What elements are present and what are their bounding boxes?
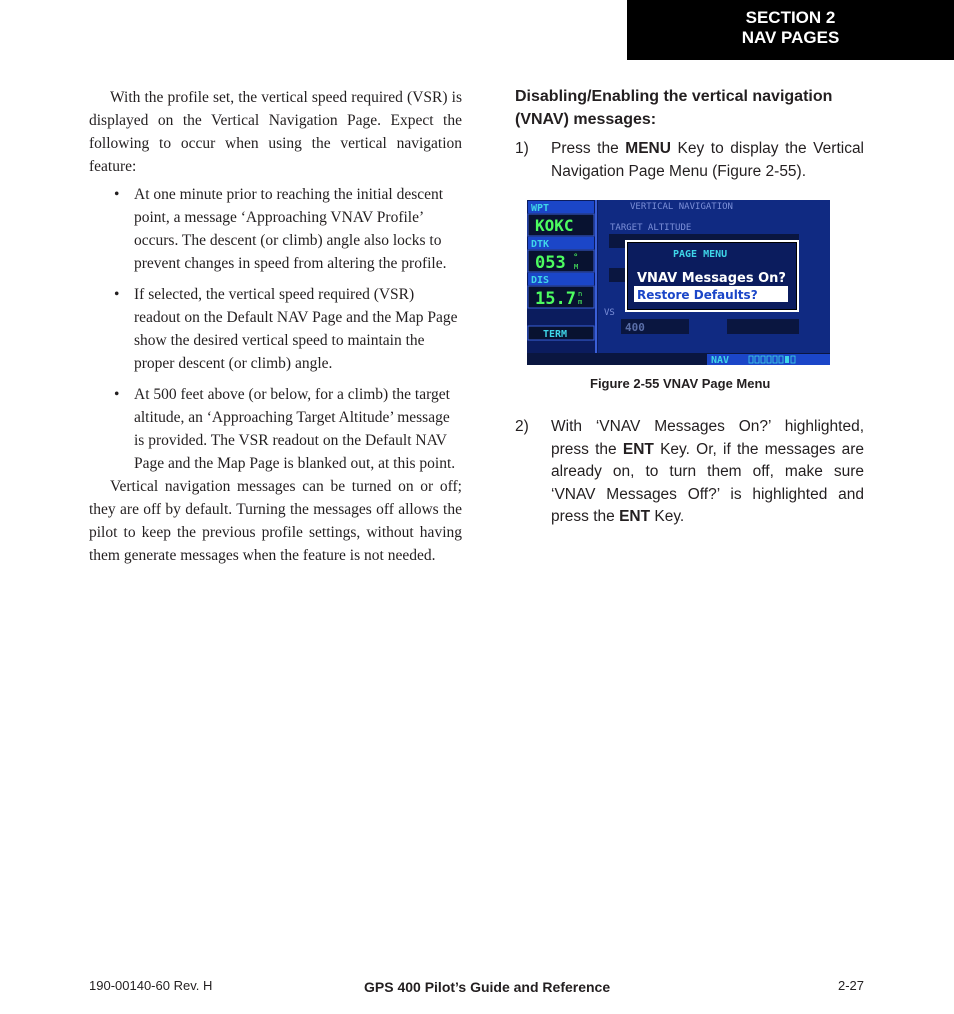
nav-tab-label: NAV xyxy=(711,355,730,365)
list-item: • At one minute prior to reaching the initial descent point, a message ‘Approaching VNAV Profile’ occurs. The descent (or climb) angle also locks to prevent changes in speed from altering the profile. xyxy=(89,183,462,275)
procedure-heading: Disabling/Enabling the vertical navigation (VNAV) messages: xyxy=(515,88,833,128)
wpt-label: WPT xyxy=(531,203,550,214)
page-indicator-active xyxy=(785,356,789,363)
dis-value: 15.7 xyxy=(535,289,576,309)
dis-label: DIS xyxy=(531,275,550,286)
dtk-unit: M xyxy=(574,263,579,271)
figure-caption: Figure 2-55 VNAV Page Menu xyxy=(590,376,771,391)
ent-key-label: ENT xyxy=(622,440,654,458)
vs-label: VS xyxy=(604,308,615,318)
closing-paragraph: Vertical navigation messages can be turned on or off; they are off by default. Turning the messages off allows the pilot to keep the previous profile settings, without having them generate messages when the feature is not needed. xyxy=(89,478,462,564)
bullet-icon: • xyxy=(114,186,120,203)
vs-value: 400 xyxy=(625,321,645,334)
step-2: 2) With ‘VNAV Messages On?’ highlighted, press the ENT Key. Or, if the messages are already on, to turn them off, make sure ‘VNAV Messages Off?’ is highlighted and press the ENT Key. xyxy=(515,418,865,525)
section-tab xyxy=(627,0,954,60)
right-column xyxy=(515,86,864,183)
page-title: VERTICAL NAVIGATION xyxy=(630,202,733,212)
section-title: NAV PAGES xyxy=(741,28,840,47)
page-menu-title: PAGE MENU xyxy=(673,249,728,260)
dis-unit2: m xyxy=(578,298,583,306)
dtk-label: DTK xyxy=(531,239,550,250)
document-title: GPS 400 Pilot’s Guide and Reference xyxy=(364,979,611,995)
dis-unit: n xyxy=(578,290,583,298)
section-number: SECTION 2 xyxy=(745,8,836,27)
bullet-icon: • xyxy=(114,386,120,403)
step-1: 1) Press the MENU Key to display the Vertical Navigation Page Menu (Figure 2-55). xyxy=(515,140,865,180)
menu-item-restore-defaults[interactable]: Restore Defaults? xyxy=(637,288,758,302)
step-number: 2) xyxy=(515,418,529,435)
intro-paragraph: With the profile set, the vertical speed required (VSR) is displayed on the Vertical Navigation Page. Expect the following to occur when using the vertical navigation feature: xyxy=(89,89,462,175)
dtk-degree: ° xyxy=(573,253,579,263)
document-number: 190-00140-60 Rev. H xyxy=(89,978,213,993)
bullet-icon: • xyxy=(114,286,120,303)
step-number: 1) xyxy=(515,140,529,157)
wpt-value: KOKC xyxy=(535,216,574,235)
dtk-value: 053 xyxy=(535,253,566,273)
term-label: TERM xyxy=(543,329,568,340)
vsr-field xyxy=(727,319,799,334)
list-item: • If selected, the vertical speed required (VSR) readout on the Default NAV Page and the Map Page show the desired vertical speed to maintain the proper descent (or climb) angle. xyxy=(89,283,462,375)
vnav-page-menu-screenshot xyxy=(527,200,830,365)
ent-key-label: ENT xyxy=(619,508,651,525)
target-altitude-label: TARGET ALTITUDE xyxy=(610,223,692,233)
menu-key-label: MENU xyxy=(625,140,671,157)
page-number: 2-27 xyxy=(838,978,865,993)
left-column xyxy=(89,86,462,567)
menu-item-vnav-messages[interactable]: VNAV Messages On? xyxy=(637,271,786,286)
bullet-list xyxy=(89,183,462,475)
list-item: • At 500 feet above (or below, for a climb) the target altitude, an ‘Approaching Target Altitude’ message is provided. The VSR readout on the Default NAV Page and the Map Page is blanked out, at this point. xyxy=(89,383,462,475)
